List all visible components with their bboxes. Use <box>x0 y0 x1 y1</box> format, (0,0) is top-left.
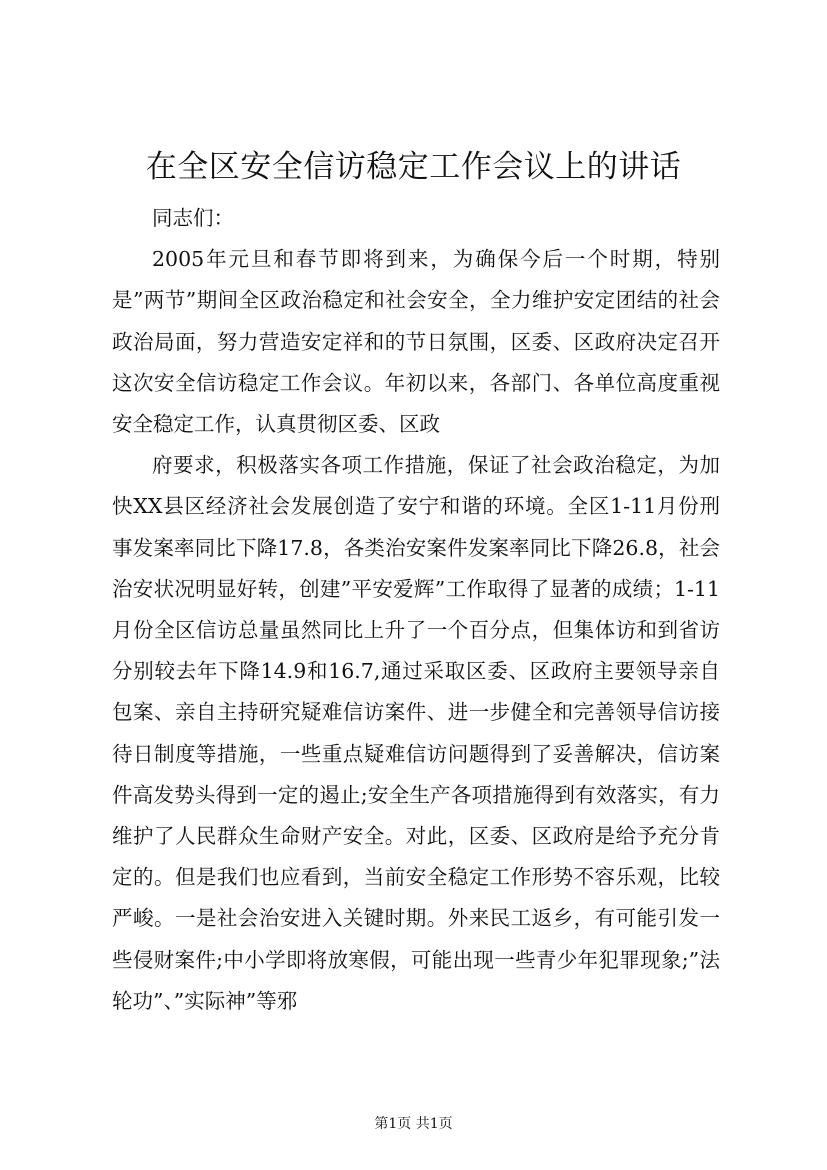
salutation: 同志们： <box>152 206 234 230</box>
document-title: 在全区安全信访稳定工作会议上的讲话 <box>145 149 682 185</box>
page-footer <box>0 1114 827 1134</box>
paragraph-1: 2005年元旦和春节即将到来，为确保今后一个时期，特别是”两节”期间全区政治稳定和社会安全，全力维护安定团结的社会政治局面，努力营造安定祥和的节日氛围，区委、区政府决定召开这次安全信访稳定工作会议。年初以来，各部门、各单位高度重视安全稳定工作，认真贯彻区委、区政 <box>112 247 720 437</box>
page-number-label: 第1页 共1页 <box>374 1116 453 1132</box>
paragraph-2: 府要求，积极落实各项工作措施，保证了社会政治稳定，为加快XX县区经济社会发展创造了安宁和谐的环境。全区1-11月份刑事发案率同比下降17.8，各类治安案件发案率同比下降26.8，社会治安状况明显好转，创建”平安爱辉”工作取得了显著的成绩；1-11月份全区信访总量虽然同比上升了一个百分点，但集体访和到省访分别较去年下降14.9和16.7,通过采取区委、区政府主要领导亲自包案、亲自主持研究疑难信访案件、进一步健全和完善领导信访接待日制度等措施，一些重点疑难信访问题得到了妥善解决，信访案件高发势头得到一定的遏止;安全生产各项措施得到有效落实，有力维护了人民群众生命财产安全。对此，区委、区政府是给予充分肯定的。但是我们也应看到，当前安全稳定工作形势不容乐观，比较严峻。一是社会治安进入关键时期。外来民工返乡，有可能引发一些侵财案件;中小学即将放寒假，可能出现一些青少年犯罪现象;”法轮功”、”实际神”等邪 <box>112 453 720 1013</box>
document-body <box>112 198 720 1022</box>
